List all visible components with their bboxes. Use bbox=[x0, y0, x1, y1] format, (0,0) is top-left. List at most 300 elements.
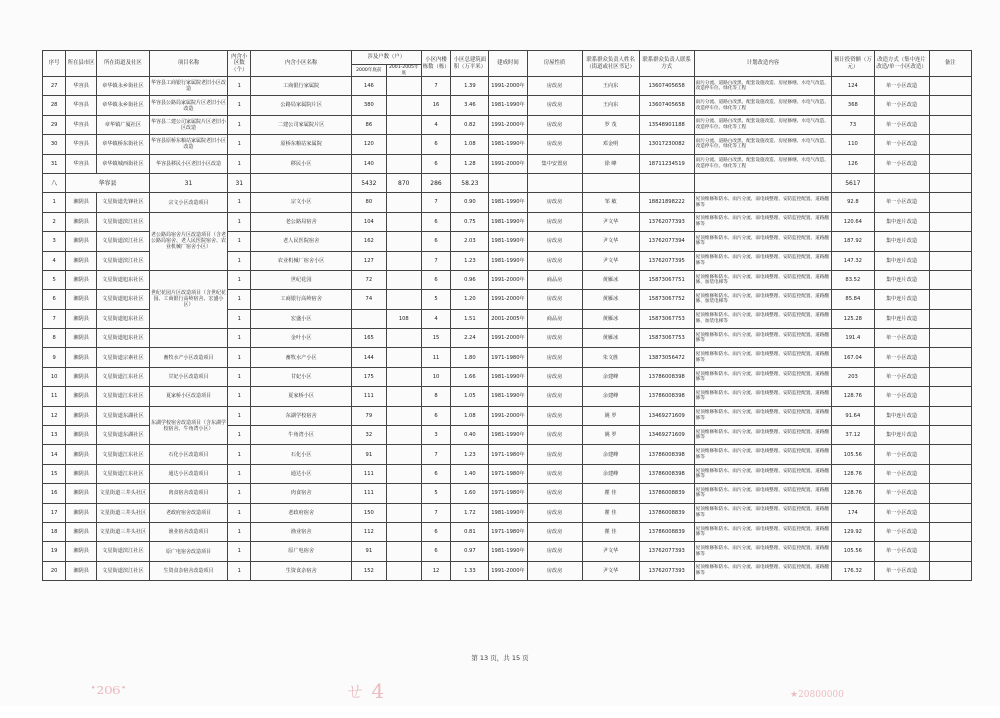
col-h2000: 2000年底前 bbox=[351, 65, 386, 77]
table-row bbox=[43, 503, 972, 522]
cell-plan: 屋顶维修和防水、雨污分流、弱电线整理、安防监控配置、道路翻修、加装电梯等 bbox=[694, 309, 832, 328]
cell-year: 1991-2000年 bbox=[489, 406, 527, 425]
cell-remark bbox=[929, 96, 971, 115]
col-mode: 改造方式（集中连片改造/单一小区改造） bbox=[874, 51, 929, 77]
cell-count: 1 bbox=[228, 406, 251, 425]
cell-year: 1981-1990年 bbox=[489, 232, 527, 251]
cell-h2005 bbox=[386, 387, 421, 406]
cell-area: 0.75 bbox=[451, 212, 489, 231]
cell-community: 移民小区 bbox=[251, 154, 352, 173]
cell-mode: 集中连片改造 bbox=[874, 232, 929, 251]
cell-project: 华容县工商银行家属院老旧小区改造 bbox=[149, 77, 227, 96]
cell-plan: 屋顶维修和防水、雨污分流、弱电线整理、安防监控配置、道路翻修等 bbox=[694, 348, 832, 367]
cell-county: 湘阴县 bbox=[66, 464, 97, 483]
cell-remark bbox=[929, 484, 971, 503]
cell-invest: 147.32 bbox=[832, 251, 874, 270]
cell-invest: 37.12 bbox=[832, 426, 874, 445]
cell-seq: 17 bbox=[43, 503, 66, 522]
cell-invest: 85.84 bbox=[832, 290, 874, 309]
cell-seq: 29 bbox=[43, 115, 66, 134]
cell-phone: 18821898222 bbox=[639, 193, 694, 212]
table-row bbox=[43, 348, 972, 367]
cell-plan: 雨污分流、道路白改黑、配套设施改造、房屋修缮、水电气改造、改造停车位、绿化等工程 bbox=[694, 115, 832, 134]
cell-street: 文星街道滨江社区 bbox=[96, 232, 149, 251]
cell-h2005 bbox=[386, 329, 421, 348]
cell-phone: 13469271609 bbox=[639, 426, 694, 445]
cell-seq: 2 bbox=[43, 212, 66, 231]
cell-count: 1 bbox=[228, 464, 251, 483]
cell-remark bbox=[929, 522, 971, 541]
col-community: 内含小区名称 bbox=[251, 51, 352, 77]
cell-remark bbox=[929, 445, 971, 464]
cell-plan: 屋顶维修和防水、雨污分流、弱电线整理、安防监控配置、道路翻修等 bbox=[694, 367, 832, 386]
cell-project: 华容县移民小区老旧小区改造 bbox=[149, 154, 227, 173]
cell-phone: 13762077394 bbox=[639, 232, 694, 251]
cell-phone: 13786008398 bbox=[639, 387, 694, 406]
cell-mode: 单一小区改造 bbox=[874, 96, 929, 115]
cell-area: 3.46 bbox=[451, 96, 489, 115]
cell-county: 湘阴县 bbox=[66, 367, 97, 386]
cell-plan: 屋顶维修和防水、雨污分流、弱电线整理、安防监控配置、道路翻修等 bbox=[694, 503, 832, 522]
cell-plan: 屋顶维修和防水、雨污分流、弱电线整理、安防监控配置、道路翻修等 bbox=[694, 232, 832, 251]
cell-area: 0.40 bbox=[451, 426, 489, 445]
cell-street: 文星街道三井头社区 bbox=[96, 522, 149, 541]
cell-area: 0.97 bbox=[451, 542, 489, 561]
cell-mode: 集中连片改造 bbox=[874, 406, 929, 425]
cell-seq: 12 bbox=[43, 406, 66, 425]
cell-nature: 房改房 bbox=[527, 387, 582, 406]
cell-invest: 73 bbox=[832, 115, 874, 134]
cell-invest: 128.76 bbox=[832, 464, 874, 483]
table-row bbox=[43, 464, 972, 483]
cell-area: 1.72 bbox=[451, 503, 489, 522]
cell-plan: 屋顶维修和防水、雨污分流、弱电线整理、安防监控配置、道路翻修等 bbox=[694, 464, 832, 483]
cell-buildings: 5 bbox=[421, 290, 451, 309]
cell-plan: 屋顶维修和防水、雨污分流、弱电线整理、安防监控配置、道路翻修等 bbox=[694, 329, 832, 348]
cell-h2005 bbox=[386, 348, 421, 367]
cell-seq: 11 bbox=[43, 387, 66, 406]
cell-plan: 雨污分流、道路白改黑、配套设施改造、房屋修缮、水电气改造、改造停车位、绿化等工程 bbox=[694, 135, 832, 154]
cell-nature: 房改房 bbox=[527, 464, 582, 483]
cell-h2000: 146 bbox=[351, 77, 386, 96]
cell-mode: 集中连片改造 bbox=[874, 309, 929, 328]
cell-seq: 3 bbox=[43, 232, 66, 251]
cell-contact: 黄雁冰 bbox=[582, 309, 639, 328]
cell-invest: 124 bbox=[832, 77, 874, 96]
cell-h2000: 152 bbox=[351, 561, 386, 580]
cell-h2000 bbox=[351, 309, 386, 328]
cell-project: 老公路局宿舍片区改造项目（含老公路局宿舍、老人民医院宿舍、农业机械厂宿舍小区） bbox=[149, 212, 227, 270]
col-buildings: 小区内楼栋数（栋） bbox=[421, 51, 451, 77]
page-footer: 第 13 页，共 15 页 bbox=[471, 654, 529, 662]
table-row bbox=[43, 329, 972, 348]
cell-contact: 瞿 佳 bbox=[582, 484, 639, 503]
cell-buildings: 4 bbox=[421, 309, 451, 328]
cell-nature: 房改房 bbox=[527, 367, 582, 386]
cell-area: 1.66 bbox=[451, 367, 489, 386]
cell-year: 1981-1990年 bbox=[489, 96, 527, 115]
cell-mode: 单一小区改造 bbox=[874, 135, 929, 154]
cell-h2000: 80 bbox=[351, 193, 386, 212]
cell-h2005 bbox=[386, 561, 421, 580]
cell-community: 石化小区 bbox=[251, 445, 352, 464]
cell-phone: 13469271609 bbox=[639, 406, 694, 425]
cell-invest: 126 bbox=[832, 154, 874, 173]
huarong-rows bbox=[43, 77, 972, 174]
cell-remark bbox=[929, 309, 971, 328]
cell-contact: 余建峰 bbox=[582, 445, 639, 464]
cell-nature: 集中安置房 bbox=[527, 154, 582, 173]
cell-plan: 屋顶维修和防水、雨污分流、弱电线整理、安防监控配置、道路翻修等 bbox=[694, 193, 832, 212]
cell-mode: 单一小区改造 bbox=[874, 445, 929, 464]
cell-nature: 房改房 bbox=[527, 522, 582, 541]
cell-buildings: 15 bbox=[421, 329, 451, 348]
cell-seq: 27 bbox=[43, 77, 66, 96]
cell-buildings: 6 bbox=[421, 135, 451, 154]
cell-plan: 屋顶维修和防水、雨污分流、弱电线整理、安防监控配置、道路翻修等 bbox=[694, 406, 832, 425]
cell-buildings: 6 bbox=[421, 406, 451, 425]
cell-phone: 13873056472 bbox=[639, 348, 694, 367]
cell-street: 文星街道滨江社区 bbox=[96, 212, 149, 231]
cell-count: 1 bbox=[228, 193, 251, 212]
summary-county: 华容县 bbox=[66, 173, 150, 192]
cell-remark bbox=[929, 212, 971, 231]
cell-count: 1 bbox=[228, 115, 251, 134]
seal-mark-left: ·₂₀₆· bbox=[90, 675, 127, 699]
col-remark: 备注 bbox=[929, 51, 971, 77]
cell-area: 1.60 bbox=[451, 484, 489, 503]
table-row bbox=[43, 522, 972, 541]
cell-count: 1 bbox=[228, 212, 251, 231]
cell-county: 湘阴县 bbox=[66, 193, 97, 212]
cell-year: 1991-2000年 bbox=[489, 290, 527, 309]
cell-nature: 房改房 bbox=[527, 251, 582, 270]
cell-contact: 瞿 佳 bbox=[582, 503, 639, 522]
table-row bbox=[43, 542, 972, 561]
cell-county: 华容县 bbox=[66, 77, 97, 96]
cell-mode: 单一小区改造 bbox=[874, 503, 929, 522]
cell-remark bbox=[929, 154, 971, 173]
cell-h2000: 150 bbox=[351, 503, 386, 522]
cell-h2000: 127 bbox=[351, 251, 386, 270]
cell-community: 原广电宿舍 bbox=[251, 542, 352, 561]
col-project: 项目名称 bbox=[149, 51, 227, 77]
cell-plan: 屋顶维修和防水、雨污分流、弱电线整理、安防监控配置、道路翻修等 bbox=[694, 212, 832, 231]
table-row bbox=[43, 406, 972, 425]
cell-phone: 13786008398 bbox=[639, 367, 694, 386]
cell-area: 1.28 bbox=[451, 154, 489, 173]
cell-remark bbox=[929, 115, 971, 134]
cell-mode: 单一小区改造 bbox=[874, 115, 929, 134]
cell-count: 1 bbox=[228, 445, 251, 464]
cell-count: 1 bbox=[228, 387, 251, 406]
cell-mode: 单一小区改造 bbox=[874, 329, 929, 348]
cell-invest: 176.32 bbox=[832, 561, 874, 580]
xiangyin-rows bbox=[43, 193, 972, 581]
cell-nature: 房改房 bbox=[527, 426, 582, 445]
cell-buildings: 7 bbox=[421, 193, 451, 212]
cell-community: 生资食杂宿舍 bbox=[251, 561, 352, 580]
cell-remark bbox=[929, 348, 971, 367]
cell-h2005 bbox=[386, 77, 421, 96]
cell-h2005 bbox=[386, 484, 421, 503]
cell-project: 肉食宿舍改造项目 bbox=[149, 484, 227, 503]
cell-contact: 邓金明 bbox=[582, 135, 639, 154]
cell-street: 文星街道江东社区 bbox=[96, 445, 149, 464]
cell-invest: 203 bbox=[832, 367, 874, 386]
summary-invest: 5617 bbox=[832, 173, 874, 192]
cell-contact: 徐 峰 bbox=[582, 154, 639, 173]
cell-h2005 bbox=[386, 503, 421, 522]
col-count: 内含小区数（个） bbox=[228, 51, 251, 77]
cell-seq: 20 bbox=[43, 561, 66, 580]
cell-remark bbox=[929, 542, 971, 561]
cell-invest: 91.64 bbox=[832, 406, 874, 425]
cell-community: 东湖学校宿舍 bbox=[251, 406, 352, 425]
cell-mode: 单一小区改造 bbox=[874, 522, 929, 541]
cell-street: 文星街道旭东社区 bbox=[96, 290, 149, 309]
cell-h2000: 91 bbox=[351, 445, 386, 464]
cell-phone: 13607405658 bbox=[639, 77, 694, 96]
cell-nature: 房改房 bbox=[527, 77, 582, 96]
header-row bbox=[43, 51, 972, 65]
cell-h2005: 108 bbox=[386, 309, 421, 328]
cell-invest: 128.76 bbox=[832, 484, 874, 503]
cell-invest: 120.64 bbox=[832, 212, 874, 231]
cell-h2000: 111 bbox=[351, 464, 386, 483]
cell-year: 1991-2000年 bbox=[489, 115, 527, 134]
cell-h2005 bbox=[386, 445, 421, 464]
cell-h2000: 144 bbox=[351, 348, 386, 367]
summary-block bbox=[43, 173, 972, 192]
cell-mode: 单一小区改造 bbox=[874, 387, 929, 406]
summary-count: 31 bbox=[228, 173, 251, 192]
summary-area: 58.23 bbox=[451, 173, 489, 192]
cell-street: 文星街道旭东社区 bbox=[96, 329, 149, 348]
cell-area: 1.05 bbox=[451, 387, 489, 406]
cell-buildings: 7 bbox=[421, 251, 451, 270]
cell-seq: 14 bbox=[43, 445, 66, 464]
cell-nature: 商品房 bbox=[527, 270, 582, 289]
cell-community: 甘妃小区 bbox=[251, 367, 352, 386]
cell-community: 老人民医院宿舍 bbox=[251, 232, 352, 251]
cell-contact: 黄雁冰 bbox=[582, 329, 639, 348]
cell-community: 通达小区 bbox=[251, 464, 352, 483]
cell-project: 通达小区改造项目 bbox=[149, 464, 227, 483]
cell-year: 1971-1980年 bbox=[489, 522, 527, 541]
cell-remark bbox=[929, 329, 971, 348]
cell-count: 1 bbox=[228, 329, 251, 348]
cell-phone: 13548901188 bbox=[639, 115, 694, 134]
cell-plan: 雨污分流、道路白改黑、配套设施改造、房屋修缮、水电气改造、改造停车位、绿化等工程 bbox=[694, 154, 832, 173]
cell-buildings: 5 bbox=[421, 484, 451, 503]
cell-remark bbox=[929, 367, 971, 386]
cell-county: 华容县 bbox=[66, 115, 97, 134]
cell-project: 渔业宿舍改造项目 bbox=[149, 522, 227, 541]
cell-county: 华容县 bbox=[66, 154, 97, 173]
cell-community: 夏家桥小区 bbox=[251, 387, 352, 406]
cell-count: 1 bbox=[228, 309, 251, 328]
cell-buildings: 11 bbox=[421, 348, 451, 367]
cell-count: 1 bbox=[228, 561, 251, 580]
cell-buildings: 6 bbox=[421, 542, 451, 561]
cell-h2005 bbox=[386, 135, 421, 154]
cell-mode: 单一小区改造 bbox=[874, 542, 929, 561]
cell-county: 湘阴县 bbox=[66, 426, 97, 445]
cell-contact: 余建峰 bbox=[582, 367, 639, 386]
cell-contact: 尹文华 bbox=[582, 251, 639, 270]
cell-seq: 4 bbox=[43, 251, 66, 270]
cell-h2005 bbox=[386, 426, 421, 445]
cell-remark bbox=[929, 503, 971, 522]
cell-h2005 bbox=[386, 212, 421, 231]
table-row bbox=[43, 270, 972, 289]
cell-invest: 187.92 bbox=[832, 232, 874, 251]
cell-area: 1.39 bbox=[451, 77, 489, 96]
cell-county: 湘阴县 bbox=[66, 406, 97, 425]
cell-plan: 屋顶维修和防水、雨污分流、弱电线整理、安防监控配置、道路翻修等 bbox=[694, 542, 832, 561]
cell-h2005 bbox=[386, 154, 421, 173]
cell-contact: 余建峰 bbox=[582, 387, 639, 406]
cell-area: 0.96 bbox=[451, 270, 489, 289]
cell-phone: 18711234519 bbox=[639, 154, 694, 173]
cell-h2000: 175 bbox=[351, 367, 386, 386]
cell-area: 1.08 bbox=[451, 406, 489, 425]
cell-community: 牛角湾小区 bbox=[251, 426, 352, 445]
cell-mode: 单一小区改造 bbox=[874, 154, 929, 173]
cell-contact: 黄雁冰 bbox=[582, 270, 639, 289]
cell-h2005 bbox=[386, 367, 421, 386]
col-county: 所在县市区 bbox=[66, 51, 97, 77]
cell-seq: 28 bbox=[43, 96, 66, 115]
cell-contact: 尹文华 bbox=[582, 542, 639, 561]
cell-count: 1 bbox=[228, 348, 251, 367]
col-area: 小区总建筑面积（万平米） bbox=[451, 51, 489, 77]
cell-h2000: 112 bbox=[351, 522, 386, 541]
summary-row bbox=[43, 173, 972, 192]
cell-area: 1.40 bbox=[451, 464, 489, 483]
col-invest: 预计投资额（万元） bbox=[832, 51, 874, 77]
col-h2005: 2001-2005年底 bbox=[386, 65, 421, 77]
cell-street: 章华镇永乡街社区 bbox=[96, 77, 149, 96]
cell-area: 1.51 bbox=[451, 309, 489, 328]
cell-buildings: 6 bbox=[421, 522, 451, 541]
cell-h2000: 72 bbox=[351, 270, 386, 289]
cell-h2000: 104 bbox=[351, 212, 386, 231]
cell-phone: 13762077393 bbox=[639, 542, 694, 561]
cell-phone: 13786008839 bbox=[639, 503, 694, 522]
col-contact-name: 联系群众负责人姓名（街道或社区书记） bbox=[582, 51, 639, 77]
cell-contact: 罗 茂 bbox=[582, 115, 639, 134]
cell-contact: 尹文华 bbox=[582, 561, 639, 580]
cell-invest: 129.92 bbox=[832, 522, 874, 541]
cell-nature: 房改房 bbox=[527, 561, 582, 580]
cell-county: 湘阴县 bbox=[66, 387, 97, 406]
cell-community: 老公路局宿舍 bbox=[251, 212, 352, 231]
cell-remark bbox=[929, 464, 971, 483]
cell-h2000: 380 bbox=[351, 96, 386, 115]
summary-community bbox=[251, 173, 352, 192]
cell-street: 文星街道先锋社区 bbox=[96, 193, 149, 212]
cell-community: 公路局家属院片区 bbox=[251, 96, 352, 115]
renovation-table bbox=[42, 50, 972, 581]
cell-phone: 13786008398 bbox=[639, 445, 694, 464]
seal-mark-center: ㄝ 4 bbox=[345, 679, 385, 703]
cell-street: 文星街道江东社区 bbox=[96, 367, 149, 386]
cell-count: 1 bbox=[228, 270, 251, 289]
cell-h2000: 32 bbox=[351, 426, 386, 445]
cell-county: 湘阴县 bbox=[66, 329, 97, 348]
cell-remark bbox=[929, 561, 971, 580]
cell-seq: 15 bbox=[43, 464, 66, 483]
cell-buildings: 6 bbox=[421, 270, 451, 289]
table-row bbox=[43, 193, 972, 212]
cell-contact: 尹文华 bbox=[582, 232, 639, 251]
col-year: 建成时间 bbox=[489, 51, 527, 77]
cell-plan: 屋顶维修和防水、雨污分流、弱电线整理、安防监控配置、道路翻修等 bbox=[694, 387, 832, 406]
cell-year: 1991-2000年 bbox=[489, 561, 527, 580]
cell-count: 1 bbox=[228, 232, 251, 251]
cell-mode: 单一小区改造 bbox=[874, 464, 929, 483]
cell-h2005 bbox=[386, 406, 421, 425]
cell-nature: 房改房 bbox=[527, 503, 582, 522]
cell-street: 文星街道三井头社区 bbox=[96, 484, 149, 503]
cell-street: 文星街道东湖社区 bbox=[96, 426, 149, 445]
cell-h2000: 91 bbox=[351, 542, 386, 561]
cell-nature: 房改房 bbox=[527, 212, 582, 231]
cell-h2005 bbox=[386, 96, 421, 115]
cell-area: 1.80 bbox=[451, 348, 489, 367]
cell-plan: 屋顶维修和防水、雨污分流、弱电线整理、安防监控配置、道路翻修、加装电梯等 bbox=[694, 290, 832, 309]
cell-phone: 13786008398 bbox=[639, 464, 694, 483]
cell-county: 湘阴县 bbox=[66, 561, 97, 580]
table-row bbox=[43, 96, 972, 115]
cell-nature: 房改房 bbox=[527, 406, 582, 425]
cell-county: 湘阴县 bbox=[66, 212, 97, 231]
cell-plan: 屋顶维修和防水、雨污分流、弱电线整理、安防监控配置、道路翻修等 bbox=[694, 522, 832, 541]
cell-seq: 9 bbox=[43, 348, 66, 367]
cell-phone: 13786008839 bbox=[639, 522, 694, 541]
cell-community: 二建公司家属院片区 bbox=[251, 115, 352, 134]
cell-area: 2.24 bbox=[451, 329, 489, 348]
cell-county: 湘阴县 bbox=[66, 503, 97, 522]
cell-seq: 8 bbox=[43, 329, 66, 348]
cell-mode: 集中连片改造 bbox=[874, 251, 929, 270]
cell-nature: 房改房 bbox=[527, 329, 582, 348]
cell-year: 1981-1990年 bbox=[489, 542, 527, 561]
cell-street: 文星街道旭东社区 bbox=[96, 309, 149, 328]
table-row bbox=[43, 445, 972, 464]
cell-project: 东湖学校宿舍改造项目（含东湖学校宿舍、牛角湾小区） bbox=[149, 406, 227, 445]
col-plan: 计划改造内容 bbox=[694, 51, 832, 77]
cell-year: 1981-1990年 bbox=[489, 193, 527, 212]
cell-mode: 单一小区改造 bbox=[874, 484, 929, 503]
cell-count: 1 bbox=[228, 426, 251, 445]
cell-invest: 105.56 bbox=[832, 445, 874, 464]
cell-h2005 bbox=[386, 251, 421, 270]
col-street: 所在街道及社区 bbox=[96, 51, 149, 77]
cell-remark bbox=[929, 193, 971, 212]
cell-remark bbox=[929, 135, 971, 154]
cell-mode: 集中连片改造 bbox=[874, 270, 929, 289]
cell-nature: 房改房 bbox=[527, 193, 582, 212]
cell-h2000: 111 bbox=[351, 484, 386, 503]
cell-project: 原广电宿舍改造项目 bbox=[149, 542, 227, 561]
cell-community: 老政府宿舍 bbox=[251, 503, 352, 522]
cell-invest: 125.28 bbox=[832, 309, 874, 328]
table-row bbox=[43, 212, 972, 231]
table-row bbox=[43, 77, 972, 96]
